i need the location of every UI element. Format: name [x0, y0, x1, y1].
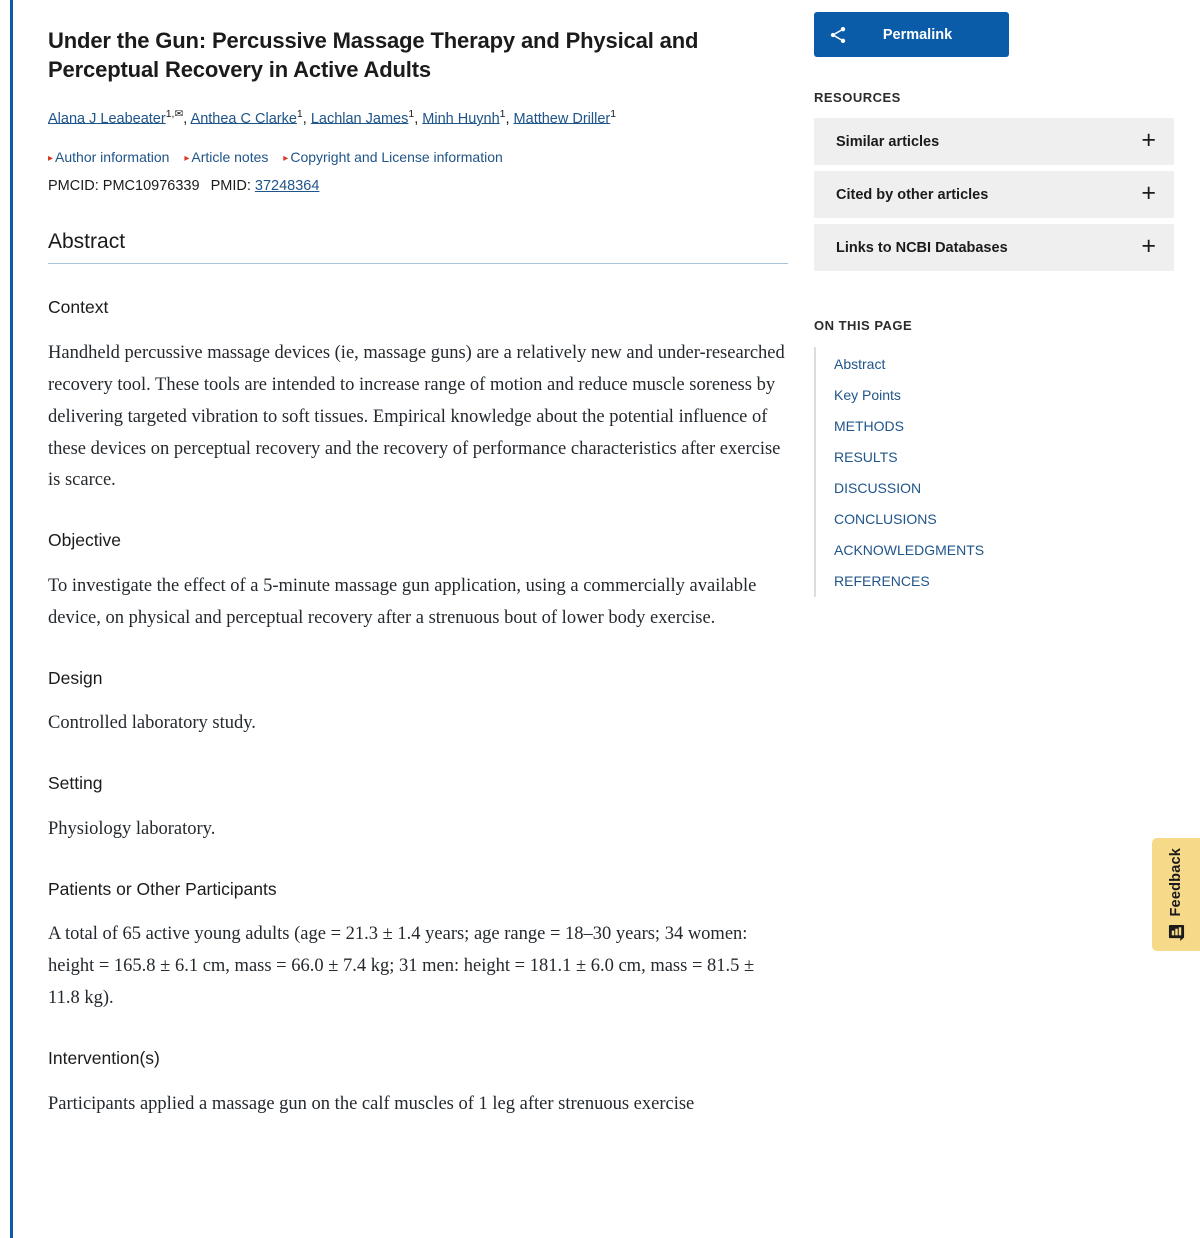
page-title: Under the Gun: Percussive Massage Therapy and Physical and Perceptual Recovery in Active Adults [48, 28, 699, 83]
author-link[interactable]: Alana J Leabeater [48, 110, 166, 127]
triangle-right-icon: ▸ [184, 153, 190, 165]
author-affiliation: 1 [610, 107, 617, 120]
resource-label: Cited by other articles [836, 186, 989, 203]
author-affiliation: 1 [408, 107, 415, 120]
pmcid-label: PMCID: [48, 178, 99, 195]
nav-item-references[interactable]: REFERENCES [834, 572, 930, 589]
section-heading-setting: Setting [48, 773, 103, 794]
author-link[interactable]: Minh Huynh [422, 110, 500, 127]
section-body-context: Handheld percussive massage devices (ie, massage guns) are a relatively new and under-researched recovery tool. These tools are intended to increase range of motion and reduce muscle soreness by delivering targeted vibration to soft tissues. Empirical knowledge about the potential influence of these devices on perceptual recovery and the recovery of performance characteristics after exercise is scarce. [48, 343, 785, 491]
section-body-design: Controlled laboratory study. [48, 713, 256, 734]
feedback-tab[interactable] [1152, 838, 1200, 951]
share-icon [828, 25, 848, 45]
pmcid-value: PMC10976339 [102, 178, 200, 195]
section-heading-context: Context [48, 297, 109, 318]
article-notes-link[interactable]: ▸ Article notes [184, 149, 269, 166]
resource-item-ncbi-databases[interactable] [814, 224, 1174, 271]
author-affiliation: 1 [499, 107, 506, 120]
section-body-interventions: Participants applied a massage gun on the calf muscles of 1 leg after strenuous exercise [48, 1093, 695, 1114]
author-link[interactable]: Lachlan James [310, 110, 409, 127]
sidebar [814, 0, 1174, 597]
nav-item-results[interactable]: RESULTS [834, 448, 898, 465]
author-link[interactable]: Anthea C Clarke [190, 110, 297, 127]
left-accent-rail [10, 0, 13, 1238]
copyright-license-link[interactable]: ▸ Copyright and License information [283, 149, 503, 166]
author-link[interactable]: Matthew Driller [513, 110, 611, 127]
nav-item-methods[interactable]: METHODS [834, 417, 904, 434]
permalink-button[interactable] [814, 12, 1009, 57]
author-information-link[interactable]: ▸ Author information [48, 149, 170, 166]
nav-item-acknowledgments[interactable]: ACKNOWLEDGMENTS [834, 541, 985, 558]
pmid-link[interactable]: 37248364 [254, 178, 320, 195]
author-affiliation: 1 [296, 107, 303, 120]
nav-item-conclusions[interactable]: CONCLUSIONS [834, 510, 937, 527]
triangle-right-icon: ▸ [48, 153, 54, 165]
nav-item-abstract[interactable]: Abstract [834, 355, 886, 372]
author-affiliation: 1,✉ [165, 107, 184, 120]
resource-label: Similar articles [836, 133, 940, 150]
article-column [48, 0, 788, 1139]
resources-list [814, 118, 1174, 271]
section-heading-participants: Patients or Other Participants [48, 878, 277, 899]
section-body-setting: Physiology laboratory. [48, 818, 216, 839]
article-identifiers [48, 178, 788, 194]
plus-icon[interactable]: + [1141, 178, 1156, 207]
author-list: Alana J Leabeater$^{1,✉}$, Anthea C Clarke$^1$, Lachlan James$^1$, Minh Huynh$^1$, Matthew Driller$^1$ [48, 107, 617, 127]
nav-item-key-points[interactable]: Key Points [834, 386, 901, 403]
resource-item-similar-articles[interactable] [814, 118, 1174, 165]
pmid-label: PMID: [210, 178, 251, 195]
bar-chart-icon [1168, 924, 1185, 941]
permalink-label: Permalink [882, 26, 953, 43]
resource-item-cited-by[interactable] [814, 171, 1174, 218]
plus-icon[interactable]: + [1141, 231, 1156, 260]
plus-icon[interactable]: + [1141, 125, 1156, 154]
resources-heading: RESOURCES [814, 90, 901, 105]
on-this-page-nav [814, 347, 1114, 597]
on-this-page-heading: ON THIS PAGE [814, 318, 913, 333]
triangle-right-icon: ▸ [283, 153, 289, 165]
feedback-label: Feedback [1168, 848, 1184, 917]
section-heading-design: Design [48, 667, 103, 688]
section-heading-interventions: Intervention(s) [48, 1047, 160, 1068]
resource-label: Links to NCBI Databases [836, 239, 1008, 256]
section-body-objective: To investigate the effect of a 5-minute massage gun application, using a commercially available device, on physical and perceptual recovery after a strenuous bout of lower body exercise. [48, 575, 757, 628]
article-meta-links [48, 149, 788, 165]
section-heading-objective: Objective [48, 530, 121, 551]
abstract-heading: Abstract [48, 230, 788, 264]
section-body-participants: A total of 65 active young adults (age = 21.3 ± 1.4 years; age range = 18–30 years; 34 women: height = 165.8 ± 6.1 cm, mass = 66.0 ± 7.4 kg; 31 men: height = 181.1 ± 6.0 cm, mass = 81.5 ± 11.8 kg). [48, 924, 755, 1009]
nav-item-discussion[interactable]: DISCUSSION [834, 479, 922, 496]
